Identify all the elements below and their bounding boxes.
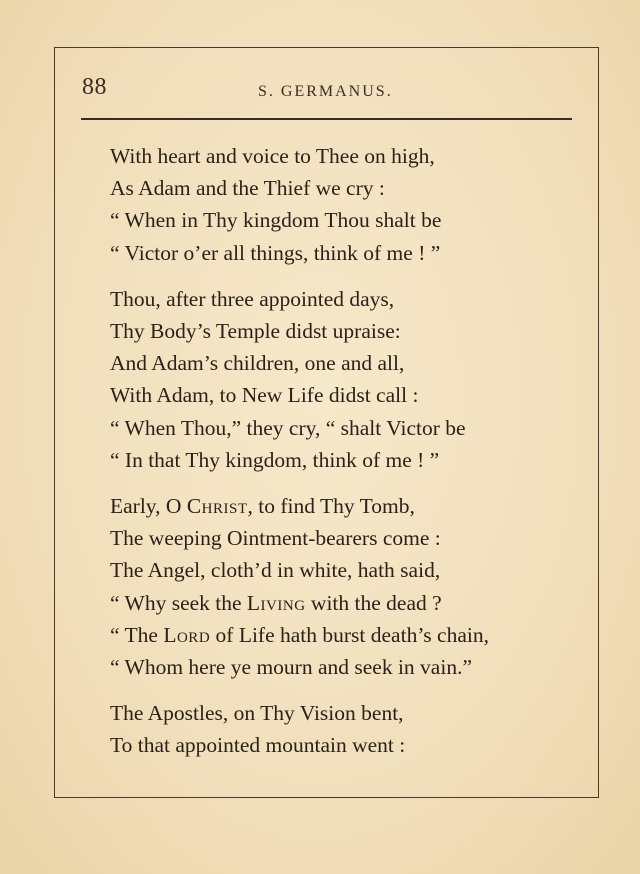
verse-line	[110, 587, 580, 619]
verse-text: With heart and voice to Thee on high,	[110, 144, 435, 168]
verse-text: Early, O	[110, 494, 187, 519]
verse-line	[110, 412, 580, 444]
stanza	[110, 697, 580, 761]
verse-line	[110, 522, 580, 554]
verse-line	[110, 554, 580, 586]
stanza	[110, 490, 580, 683]
verse-text: The weeping Ointment-bearers come :	[110, 526, 441, 551]
verse-text: “ Whom here ye mourn and seek in vain.”	[110, 655, 472, 680]
verse-text: with the dead ?	[305, 590, 442, 615]
verse-line	[110, 347, 580, 379]
verse-line	[110, 172, 580, 204]
page-header	[82, 74, 570, 106]
verse-text: “ Victor o’er all things, think of me ! ”	[110, 240, 441, 265]
verse-text: The Apostles, on Thy Vision bent,	[110, 701, 404, 726]
verse-line	[110, 379, 580, 411]
verse-text: To that appointed mountain went :	[110, 733, 406, 758]
running-title: S. GERMANUS.	[258, 83, 393, 100]
verse-text: With Adam, to New Life didst call :	[110, 383, 419, 408]
small-caps-word: Lord	[163, 622, 211, 647]
stanza	[110, 283, 580, 476]
verse-line	[110, 490, 580, 522]
verse-line	[110, 283, 580, 315]
verse-line	[110, 729, 580, 761]
page-number: 88	[82, 74, 107, 100]
header-rule	[81, 118, 572, 120]
verse-text: And Adam’s children, one and all,	[110, 351, 405, 376]
verse-text: “ Why seek the	[110, 590, 247, 615]
verse-line	[110, 237, 580, 269]
verse-line	[110, 619, 580, 651]
verse-line	[110, 140, 580, 172]
verse-text: of Life hath burst death’s chain,	[210, 622, 489, 647]
verse-text: As Adam and the Thief we cry :	[110, 176, 385, 201]
verse-text: Thy Body’s Temple didst upraise:	[110, 319, 401, 344]
poem-body	[110, 140, 580, 762]
small-caps-word: Christ	[186, 494, 248, 519]
verse-line	[110, 651, 580, 683]
verse-line	[110, 444, 580, 476]
verse-text: The Angel, cloth’d in white, hath said,	[110, 558, 441, 583]
verse-text: “ When Thou,” they cry, “ shalt Victor be	[110, 415, 466, 440]
verse-text: “ When in Thy kingdom Thou shalt be	[110, 208, 442, 233]
verse-text: “ In that Thy kingdom, think of me ! ”	[110, 447, 440, 472]
stanza	[110, 140, 580, 269]
verse-line	[110, 204, 580, 236]
verse-line	[110, 697, 580, 729]
verse-text: “ The	[110, 622, 164, 647]
small-caps-word: Living	[246, 590, 306, 615]
verse-line	[110, 315, 580, 347]
verse-text: Thou, after three appointed days,	[110, 286, 395, 311]
verse-text: , to find Thy Tomb,	[247, 494, 415, 519]
